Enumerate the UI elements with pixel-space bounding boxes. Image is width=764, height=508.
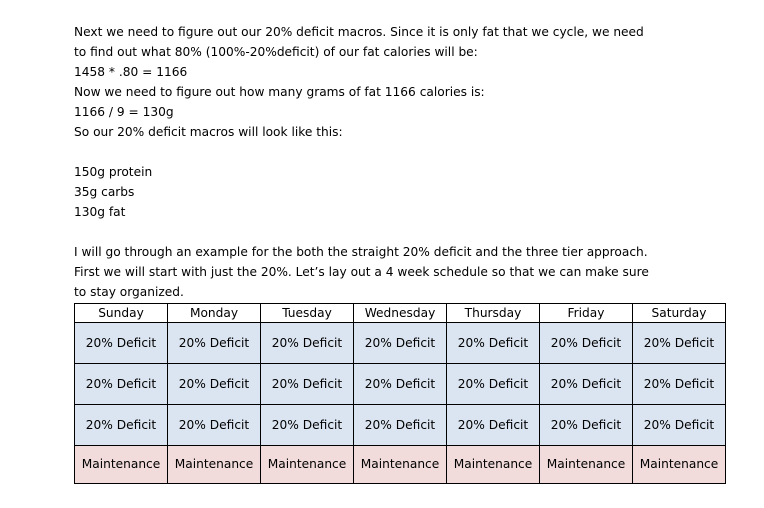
macro-calculation-paragraph: [74, 22, 694, 142]
text-line: Next we need to figure out our 20% deficit macros. Since it is only fat that we cycle, we need: [74, 25, 644, 39]
maintenance-label: Maintenance: [267, 457, 347, 471]
schedule-cell: 20% Deficit: [354, 405, 447, 446]
schedule-cell: 20% Deficit: [633, 364, 726, 405]
maintenance-label: Maintenance: [453, 457, 533, 471]
schedule-cell: 20% Deficit: [261, 364, 354, 405]
schedule-cell: 20% Deficit: [75, 364, 168, 405]
maintenance-label: Maintenance: [546, 457, 626, 471]
macro-carbs: 35g carbs: [74, 185, 135, 199]
day-header-friday: Friday: [540, 304, 633, 323]
table-header-row: [75, 304, 726, 323]
text-line: to find out what 80% (100%-20%deficit) of our fat calories will be:: [74, 45, 478, 59]
schedule-cell-maintenance: [633, 446, 726, 484]
table-row: [75, 364, 726, 405]
schedule-cell: 20% Deficit: [447, 405, 540, 446]
schedule-cell-maintenance: [540, 446, 633, 484]
schedule-cell: 20% Deficit: [168, 364, 261, 405]
schedule-cell-maintenance: [75, 446, 168, 484]
weekly-schedule-table: [74, 303, 726, 484]
table-row: [75, 446, 726, 484]
schedule-cell-maintenance: [168, 446, 261, 484]
text-line: First we will start with just the 20%. Let’s lay out a 4 week schedule so that we can make sure: [74, 265, 649, 279]
schedule-cell: 20% Deficit: [261, 323, 354, 364]
maintenance-label: Maintenance: [360, 457, 440, 471]
macro-protein: 150g protein: [74, 165, 153, 179]
table-row: [75, 323, 726, 364]
day-header-tuesday: Tuesday: [261, 304, 354, 323]
schedule-intro-paragraph: [74, 242, 694, 302]
text-line: 1166 / 9 = 130g: [74, 105, 174, 119]
table-row: [75, 405, 726, 446]
schedule-cell: 20% Deficit: [261, 405, 354, 446]
maintenance-label: Maintenance: [639, 457, 719, 471]
day-header-saturday: Saturday: [633, 304, 726, 323]
text-line: 1458 * .80 = 1166: [74, 65, 188, 79]
schedule-cell: 20% Deficit: [75, 323, 168, 364]
maintenance-label: Maintenance: [174, 457, 254, 471]
day-header-sunday: Sunday: [75, 304, 168, 323]
schedule-cell: 20% Deficit: [354, 323, 447, 364]
schedule-cell: 20% Deficit: [540, 405, 633, 446]
schedule-cell: 20% Deficit: [168, 405, 261, 446]
schedule-cell: 20% Deficit: [540, 364, 633, 405]
schedule-cell: 20% Deficit: [540, 323, 633, 364]
schedule-cell-maintenance: [354, 446, 447, 484]
text-line: Now we need to figure out how many grams of fat 1166 calories is:: [74, 85, 485, 99]
schedule-cell: 20% Deficit: [633, 405, 726, 446]
schedule-cell: 20% Deficit: [633, 323, 726, 364]
schedule-cell: 20% Deficit: [354, 364, 447, 405]
schedule-cell: 20% Deficit: [447, 323, 540, 364]
schedule-cell: 20% Deficit: [75, 405, 168, 446]
day-header-thursday: Thursday: [447, 304, 540, 323]
schedule-cell-maintenance: [261, 446, 354, 484]
schedule-cell: 20% Deficit: [168, 323, 261, 364]
macro-fat: 130g fat: [74, 205, 126, 219]
schedule-cell-maintenance: [447, 446, 540, 484]
text-line: to stay organized.: [74, 285, 184, 299]
day-header-wednesday: Wednesday: [354, 304, 447, 323]
text-line: So our 20% deficit macros will look like this:: [74, 125, 343, 139]
text-line: I will go through an example for the both the straight 20% deficit and the three tier approach.: [74, 245, 648, 259]
macros-list: [74, 162, 694, 222]
maintenance-label: Maintenance: [81, 457, 161, 471]
schedule-cell: 20% Deficit: [447, 364, 540, 405]
day-header-monday: Monday: [168, 304, 261, 323]
